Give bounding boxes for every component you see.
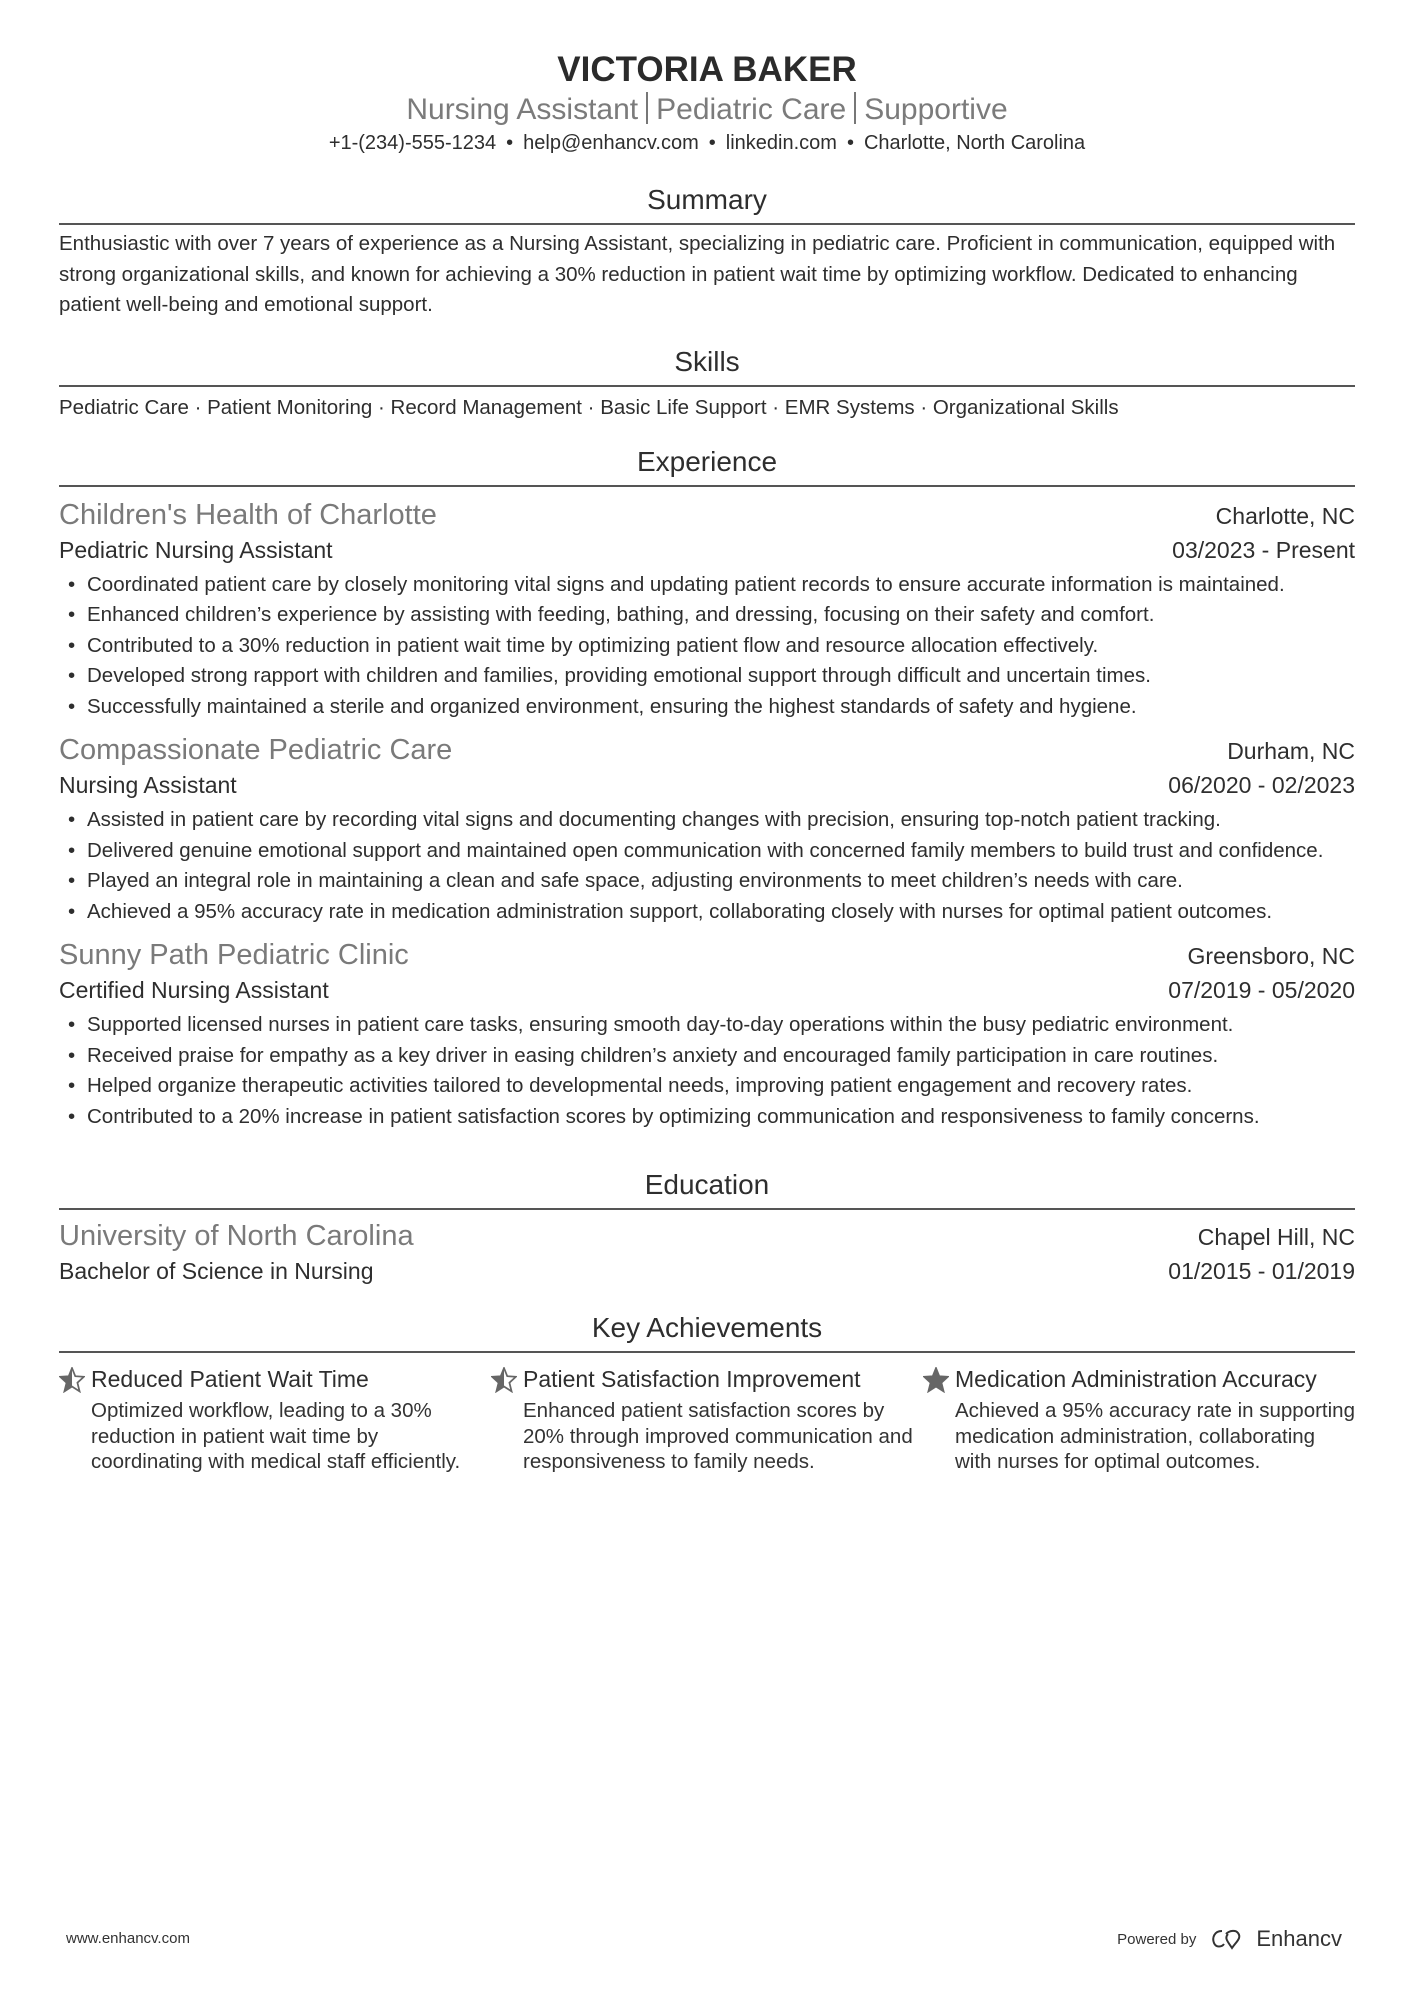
powered-by	[1117, 1926, 1342, 1952]
bullet-item: • Supported licensed nurses in patient care tasks, ensuring smooth day-to-day operations within the busy pediatric environment.	[59, 1010, 1355, 1041]
school-name: University of North Carolina	[59, 1220, 414, 1252]
headline	[59, 91, 1355, 129]
footer-website[interactable]: www.enhancv.com	[66, 1930, 190, 1947]
company-name: Sunny Path Pediatric Clinic	[59, 939, 409, 971]
achievement-title: Reduced Patient Wait Time	[91, 1366, 369, 1392]
job-dates: 07/2019 - 05/2020	[1168, 977, 1355, 1003]
company-name: Children's Health of Charlotte	[59, 498, 437, 531]
achievement-description: Enhanced patient satisfaction scores by 20% through improved communication and responsiveness to family needs.	[523, 1399, 913, 1473]
star-half-icon	[491, 1365, 523, 1475]
achievement-item	[923, 1365, 1355, 1475]
job-bullets	[59, 1010, 1355, 1132]
candidate-name: VICTORIA BAKER	[557, 50, 857, 89]
resume	[59, 0, 1355, 1475]
job-dates: 06/2020 - 02/2023	[1168, 772, 1355, 798]
bullet-item: • Achieved a 95% accuracy rate in medication administration support, collaborating closely with nurses for optimal patient outcomes.	[59, 897, 1355, 928]
education-dates: 01/2015 - 01/2019	[1168, 1258, 1355, 1284]
achievement-title: Medication Administration Accuracy	[955, 1366, 1317, 1392]
summary-text: Enthusiastic with over 7 years of experience as a Nursing Assistant, specializing in pediatric care. Proficient in communication, equipped with strong organizational skills, and known for achieving a 30% reduction in patient wait time by optimizing workflow. Dedicated to enhancing patient well-being and emotional support.	[59, 232, 1336, 316]
section-heading-skills: Skills	[59, 345, 1355, 387]
job-location: Greensboro, NC	[1187, 943, 1355, 969]
bullet-item: • Helped organize therapeutic activities tailored to developmental needs, improving patient engagement and recovery rates.	[59, 1071, 1355, 1102]
achievement-item	[59, 1365, 491, 1475]
job-title: Certified Nursing Assistant	[59, 977, 329, 1003]
phone: +1-(234)-555-1234	[328, 132, 497, 154]
company-name: Compassionate Pediatric Care	[59, 734, 453, 766]
bullet-item: • Assisted in patient care by recording vital signs and documenting changes with precision, ensuring top-notch patient tracking.	[59, 805, 1355, 836]
star-filled-icon	[923, 1365, 955, 1475]
bullet-item: • Enhanced children’s experience by assisting with feeding, bathing, and dressing, focusing on their safety and comfort.	[59, 600, 1355, 631]
degree: Bachelor of Science in Nursing	[59, 1258, 374, 1284]
education-entry	[59, 1218, 1355, 1287]
enhancv-logo-icon	[1210, 1928, 1250, 1950]
job-title: Nursing Assistant	[59, 772, 237, 798]
brand-name: Enhancv	[1256, 1926, 1342, 1951]
job-bullets	[59, 805, 1355, 927]
email-link[interactable]: help@enhancv.com	[523, 132, 699, 154]
linkedin-link[interactable]: linkedin.com	[725, 132, 837, 154]
bullet-item: • Successfully maintained a sterile and organized environment, ensuring the highest standards of safety and hygiene.	[59, 692, 1355, 723]
headline-item: Supportive	[864, 93, 1008, 126]
job-entry	[59, 937, 1355, 1132]
section-heading-education: Education	[59, 1168, 1355, 1210]
job-location: Durham, NC	[1227, 738, 1355, 764]
enhancv-logo	[1210, 1926, 1342, 1952]
job-title: Pediatric Nursing Assistant	[59, 536, 333, 563]
bullet-item: • Contributed to a 30% reduction in patient wait time by optimizing patient flow and resource allocation effectively.	[59, 631, 1355, 662]
achievement-item	[491, 1365, 923, 1475]
achievements-list	[59, 1365, 1355, 1475]
section-heading-achievements: Key Achievements	[59, 1311, 1355, 1353]
job-entry	[59, 497, 1355, 723]
job-dates: 03/2023 - Present	[1172, 536, 1355, 563]
divider	[854, 92, 856, 124]
skills-list: Pediatric Care · Patient Monitoring · Record Management · Basic Life Support · EMR Systems · Organizational Skills	[59, 395, 1119, 419]
section-heading-experience: Experience	[59, 445, 1355, 487]
bullet-item: • Delivered genuine emotional support and maintained open communication with concerned family members to build trust and confidence.	[59, 836, 1355, 867]
location: Charlotte, North Carolina	[863, 132, 1086, 154]
job-location: Charlotte, NC	[1215, 502, 1355, 529]
bullet-item: • Contributed to a 20% increase in patient satisfaction scores by optimizing communication and responsiveness to family concerns.	[59, 1102, 1355, 1133]
achievement-title: Patient Satisfaction Improvement	[523, 1366, 861, 1392]
bullet-item: • Developed strong rapport with children and families, providing emotional support through difficult and uncertain times.	[59, 661, 1355, 692]
contact-info: +1-(234)-555-1234 • help@enhancv.com • linkedin.com • Charlotte, North Carolina	[328, 132, 1086, 154]
achievement-description: Optimized workflow, leading to a 30% reduction in patient wait time by coordinating with medical staff efficiently.	[91, 1399, 461, 1473]
star-half-icon	[59, 1365, 91, 1475]
powered-by-label: Powered by	[1117, 1930, 1197, 1948]
headline-item: Nursing Assistant	[406, 93, 639, 126]
section-heading-summary: Summary	[59, 183, 1355, 225]
experience-list	[59, 497, 1355, 1133]
achievement-description: Achieved a 95% accuracy rate in supporting medication administration, collaborating with nurses for optimal outcomes.	[955, 1399, 1355, 1473]
divider	[646, 92, 648, 124]
bullet-item: • Played an integral role in maintaining a clean and safe space, adjusting environments to meet children’s needs with care.	[59, 866, 1355, 897]
job-bullets	[59, 570, 1355, 723]
school-location: Chapel Hill, NC	[1197, 1224, 1355, 1250]
headline-item: Pediatric Care	[656, 93, 847, 126]
bullet-item: • Received praise for empathy as a key driver in easing children’s anxiety and encouraged family participation in care routines.	[59, 1041, 1355, 1072]
bullet-item: • Coordinated patient care by closely monitoring vital signs and updating patient records to ensure accurate information is maintained.	[59, 570, 1355, 601]
job-entry	[59, 732, 1355, 927]
